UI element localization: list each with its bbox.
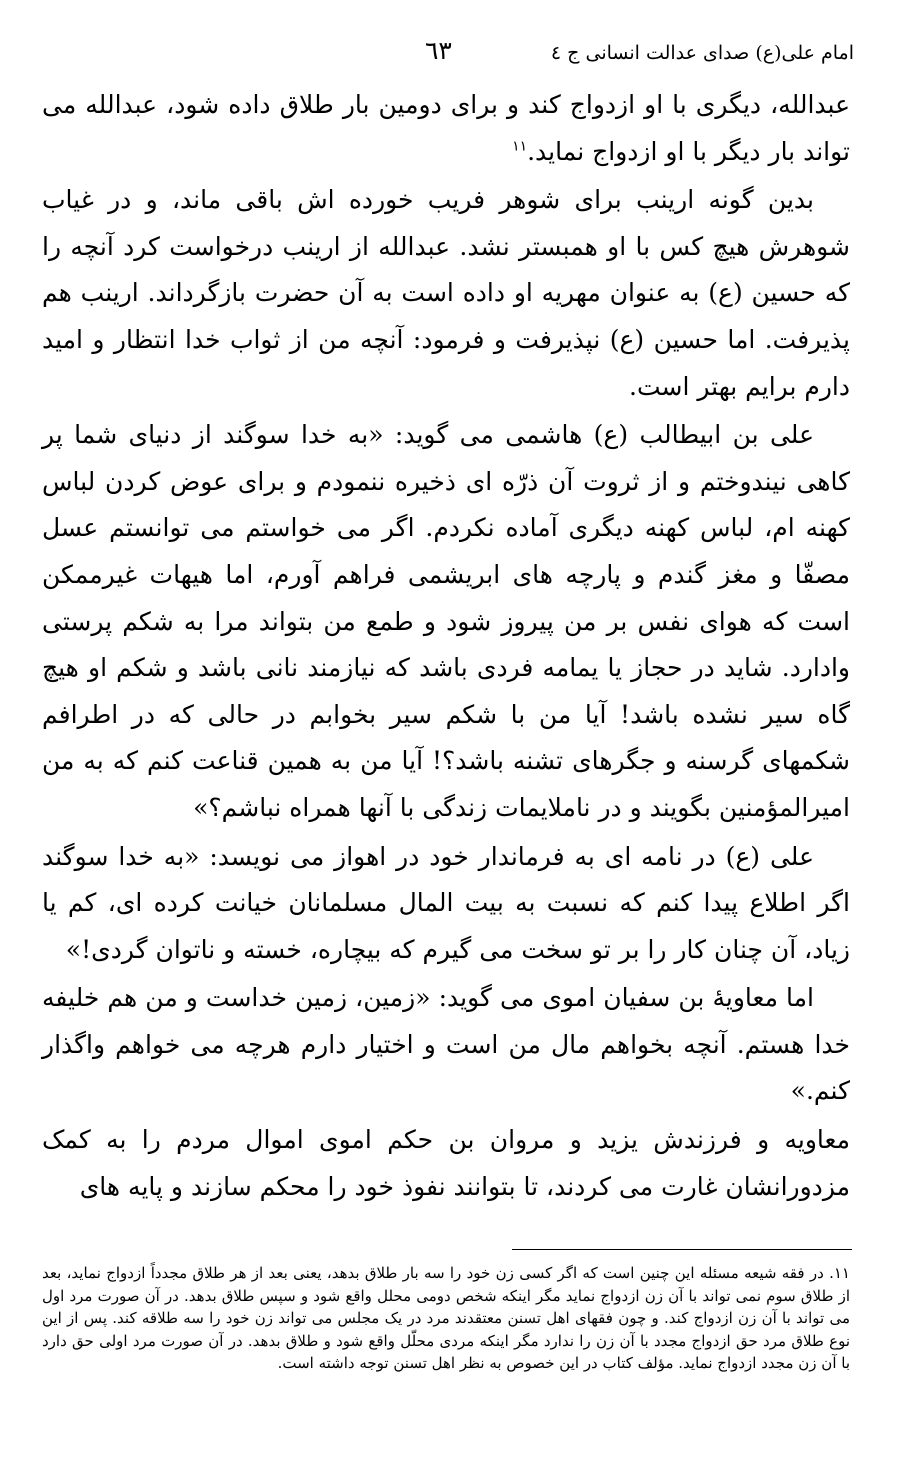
footnote-divider: [512, 1249, 852, 1250]
paragraph-6: معاویه و فرزندش یزید و مروان بن حکم اموی اموال مردم را به کمک مزدورانشان غارت می کردند، تا بتوانند نفوذ خود را محکم سازند و پایه های: [42, 1125, 850, 1201]
footnotes: [42, 1262, 850, 1375]
paragraph-2: بدین گونه ارینب برای شوهر فریب خورده اش باقی ماند، و در غیاب شوهرش هیچ کس با او همبستر نشد. عبدالله از ارینب درخواست کرد آنچه را که حسین (ع) به عنوان مهریه او داده است به آن حضرت بازگرداند. ارینب هم پذیرفت. اما حسین (ع) نپذیرفت و فرمود: آنچه من از ثواب خدا انتظار و امید دارم برایم بهتر است.: [42, 185, 850, 401]
paragraph-4: علی (ع) در نامه ای به فرماندار خود در اهواز می نویسد: «به خدا سوگند اگر اطلاع پیدا کنم که نسبت به بیت المال مسلمانان خیانت کرده ای، کم یا زیاد، آن چنان کار را بر تو سخت می گیرم که بیچاره، خسته و ناتوان گردی!»: [42, 841, 850, 964]
paragraph-1-text: عبدالله، دیگری با او ازدواج کند و برای دومین بار طلاق داده شود، عبدالله می تواند بار دیگر با او ازدواج نماید.: [42, 90, 850, 166]
running-title: امام علی(ع) صدای عدالت انسانی ج ٤: [550, 42, 854, 64]
page-header: [40, 36, 854, 76]
paragraph-3: علی بن ابیطالب (ع) هاشمی می گوید: «به خدا سوگند از دنیای شما پر کاهی نیندوختم و از ثروت آن ذرّه ای ذخیره ننمودم و برای عوض کردن لباس کهنه ام، لباس کهنه دیگری آماده نکردم. اگر می خواستم می توانستم عسل مصفّا و مغز گندم و پارچه های ابریشمی فراهم آورم، اما هیهات غیرممکن است که هوای نفس بر من پیروز شود و طمع من بتواند مرا به شکم پرستی وادارد. شاید در حجاز یا یمامه فردی باشد که نیازمند نانی باشد و شکم او هیچ گاه سیر نشده باشد! آیا من با شکم سیر بخوابم در حالی که در اطرافم شکمهای گرسنه و جگرهای تشنه باشد؟! آیا من به همین قناعت کنم که به من امیرالمؤمنین بگویند و در ناملایمات زندگی با آنها همراه نباشم؟»: [42, 420, 850, 822]
paragraph-1: [42, 82, 850, 175]
page-number: ٦٣: [425, 36, 452, 65]
paragraph-5: اما معاویهٔ بن سفیان اموی می گوید: «زمین، زمین خداست و من هم خلیفه خدا هستم. آنچه بخواهم مال من است و اختیار دارم هرچه می خواهم واگذار کنم.»: [42, 983, 850, 1106]
footnote-reference: ١١: [512, 138, 528, 155]
footnote-11: ١١. در فقه شیعه مسئله این چنین است که اگر کسی زن خود را سه بار طلاق بدهد، یعنی بعد از هر طلاق مجدداً ازدواج نماید، بعد از طلاق سوم نمی تواند با آن زن ازدواج نماید مگر اینکه شخص دومی محلل واقع شود و سپس طلاق بدهد. در آن صورت مرد اول می تواند با آن زن ازدواج کند. و چون فقهای اهل تسنن معتقدند مرد در یک مجلس می تواند زن خود را سه طلاقه کند. پس از این نوع طلاق مرد حق ازدواج مجدد با آن زن را ندارد مگر اینکه مردی محلّل واقع شود و طلاق بدهد. در آن صورت مرد اولی حق دارد با آن زن مجدد ازدواج نماید. مؤلف کتاب در این خصوص به نظر اهل تسنن توجه داشته است.: [42, 1264, 850, 1373]
main-text: [42, 82, 850, 1210]
